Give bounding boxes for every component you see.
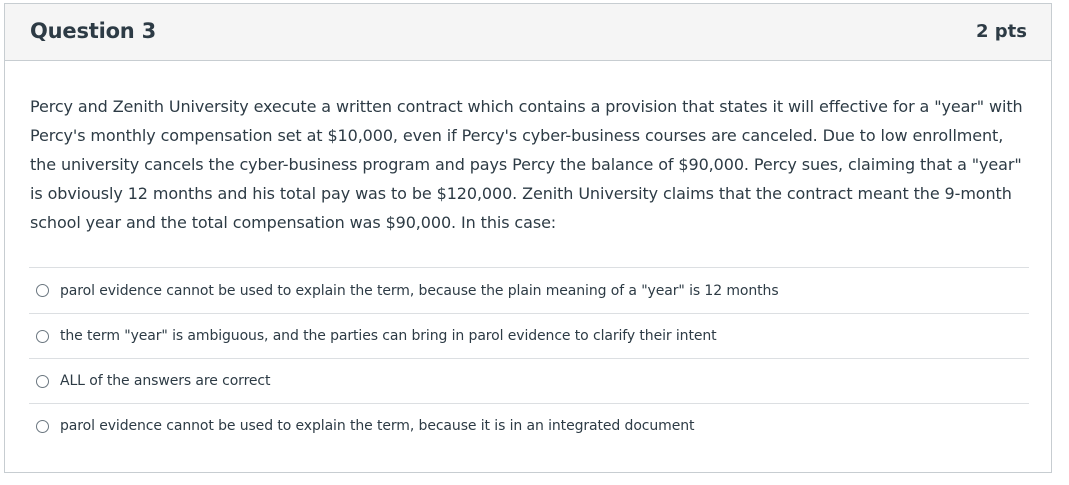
answer-list — [29, 267, 1029, 448]
radio-button[interactable] — [36, 330, 49, 343]
answer-option[interactable] — [29, 403, 1029, 448]
question-card — [4, 3, 1052, 473]
answer-option[interactable] — [29, 358, 1029, 403]
question-title: Question 3 — [30, 19, 157, 43]
radio-button[interactable] — [36, 420, 49, 433]
radio-button[interactable] — [36, 284, 49, 297]
answer-label[interactable]: parol evidence cannot be used to explain the term, because the plain meaning of a "year" is 12 months — [60, 282, 779, 299]
radio-button[interactable] — [36, 375, 49, 388]
question-points: 2 pts — [976, 21, 1027, 42]
answer-label[interactable]: parol evidence cannot be used to explain the term, because it is in an integrated document — [60, 418, 695, 434]
answer-label[interactable]: the term "year" is ambiguous, and the parties can bring in parol evidence to clarify their intent — [60, 328, 717, 344]
answer-option[interactable] — [29, 313, 1029, 358]
question-text: Percy and Zenith University execute a written contract which contains a provision that states it will effective for a "year" with Percy's monthly compensation set at $10,000, even if Percy's cyber-business courses are canceled. Due to low enrollment, the university cancels the cyber-business program and pays Percy the balance of $90,000. Percy sues, claiming that a "year" is obviously 12 months and his total pay was to be $120,000. Zenith University claims that the contract meant the 9-month school year and the total compensation was $90,000. In this case: — [30, 97, 1023, 232]
answer-option[interactable] — [29, 267, 1029, 313]
question-header — [5, 4, 1051, 61]
answer-label[interactable]: ALL of the answers are correct — [60, 373, 271, 389]
